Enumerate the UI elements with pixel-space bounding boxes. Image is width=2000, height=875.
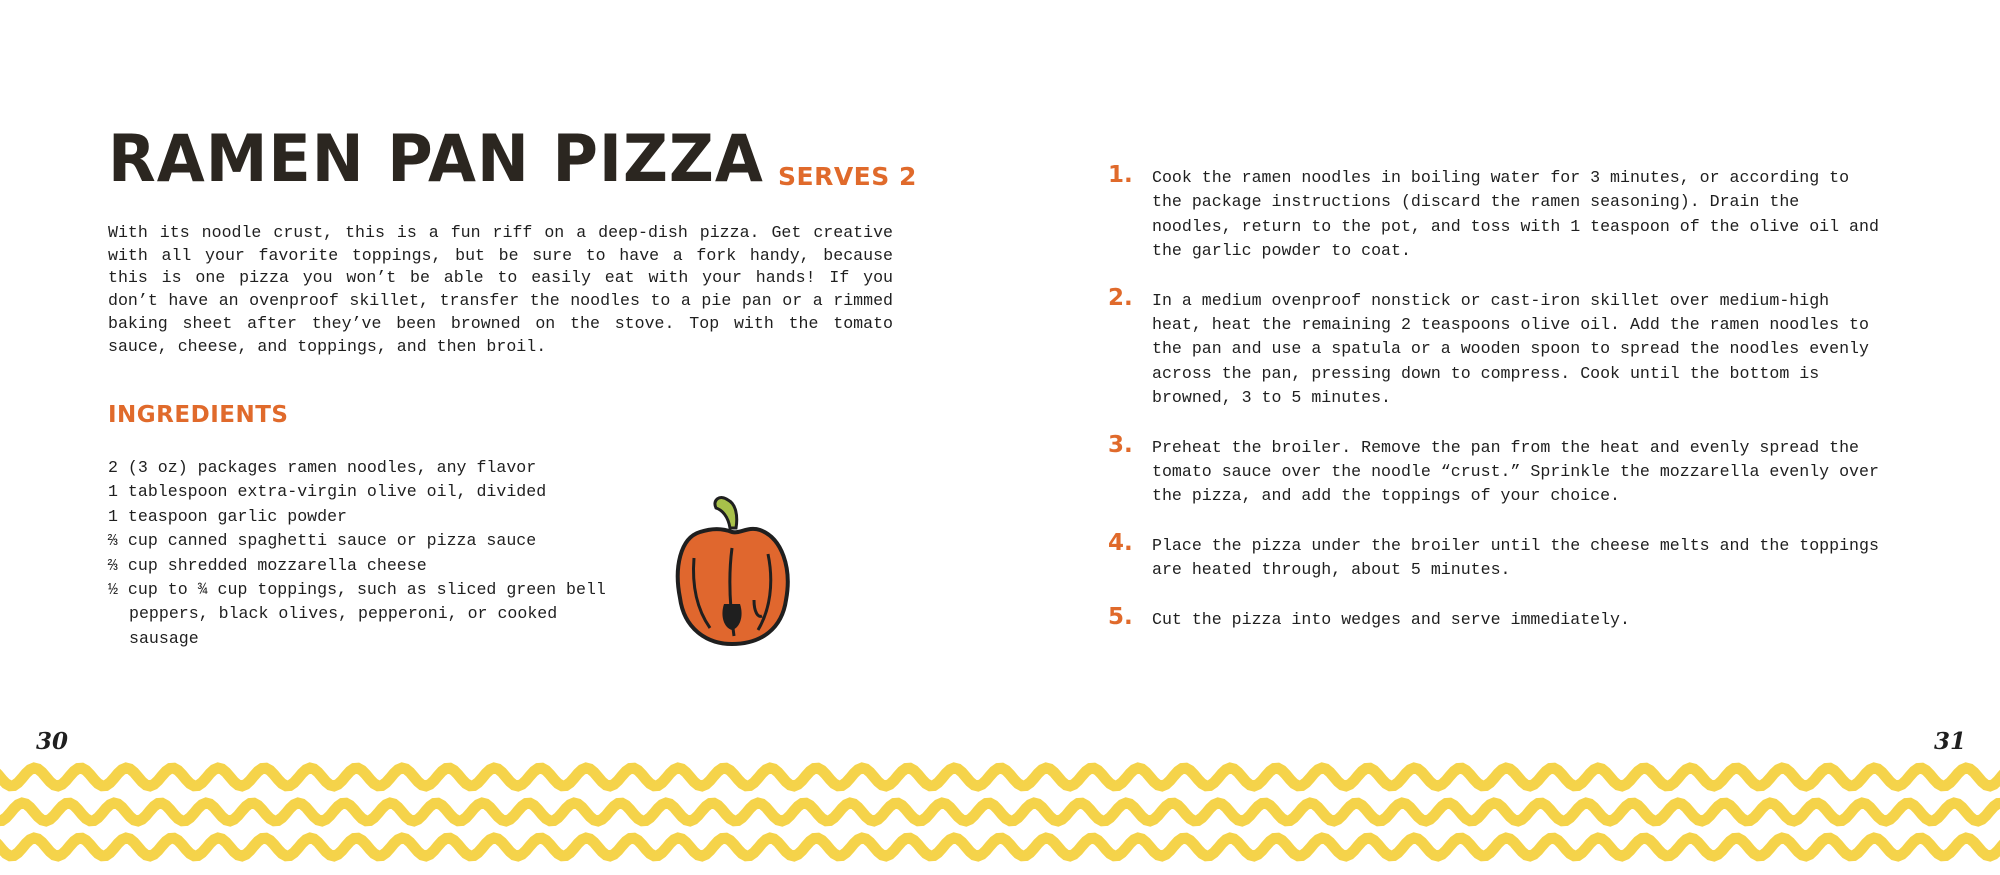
ingredient-item: 1 teaspoon garlic powder [108,506,347,526]
serves-label: SERVES 2 [778,162,917,191]
ingredient-item: 1 tablespoon extra-virgin olive oil, divided [108,482,547,502]
noodle-wave [0,768,2000,786]
ramen-noodle-wave-border [0,752,2000,875]
page-number-right: 31 [1934,728,1967,755]
instruction-step [1108,284,1888,411]
step-number: 4. [1108,529,1133,556]
step-number: 2. [1108,284,1133,311]
step-text: Preheat the broiler. Remove the pan from the heat and evenly spread the tomato sauce over the noodle “crust.” Sprinkle the mozzarella evenly over the pizza, and add the toppings of your choice. [1152,437,1879,506]
ingredient-item: 2 (3 oz) packages ramen noodles, any flavor [108,458,537,477]
step-number: 3. [1108,431,1133,458]
ingredients-list [108,456,628,651]
instruction-step [1108,431,1888,509]
step-text: Cut the pizza into wedges and serve immediately. [1152,609,1630,629]
page-number-left: 30 [36,728,69,755]
instruction-step [1108,162,1888,264]
ingredient-item: ½ cup to ¾ cup toppings, such as sliced green bell peppers, black olives, pepperoni, or cooked sausage [108,580,606,648]
recipe-title: RAMEN PAN PIZZA [108,120,764,197]
noodle-wave [0,838,2000,856]
instructions-list [1108,162,1888,657]
instruction-step [1108,529,1888,583]
step-text: Place the pizza under the broiler until the cheese melts and the toppings are heated through, about 5 minutes. [1152,535,1879,580]
step-number: 1. [1108,162,1133,188]
bell-pepper-illustration [670,488,795,648]
ingredients-heading: INGREDIENTS [108,402,289,428]
step-number: 5. [1108,603,1133,630]
recipe-intro: With its noodle crust, this is a fun riff on a deep-dish pizza. Get creative with all your favorite toppings, but be sure to have a fork handy, because this is one pizza you won’t be able to easily eat with your hands! If you don’t have an ovenproof skillet, transfer the noodles to a pie pan or a rimmed baking sheet after they’ve been browned on the stove. Top with the tomato sauce, cheese, and toppings, and then broil. [108,223,893,356]
step-text: In a medium ovenproof nonstick or cast-iron skillet over medium-high heat, heat the remaining 2 teaspoons olive oil. Add the ramen noodles to the pan and use a spatula or a wooden spoon to spread the noodles evenly across the pan, pressing down to compress. Cook until the bottom is browned, 3 to 5 minutes. [1152,290,1869,408]
noodle-wave [0,803,2000,821]
instruction-step [1108,603,1888,632]
ingredient-item: ⅔ cup canned spaghetti sauce or pizza sauce [108,531,537,551]
ingredient-item: ⅔ cup shredded mozzarella cheese [108,555,427,575]
step-text: Cook the ramen noodles in boiling water for 3 minutes, or according to the package instructions (discard the ramen seasoning). Drain the noodles, return to the pot, and toss with 1 teaspoon of the olive oil and the garlic powder to coat. [1152,168,1879,261]
